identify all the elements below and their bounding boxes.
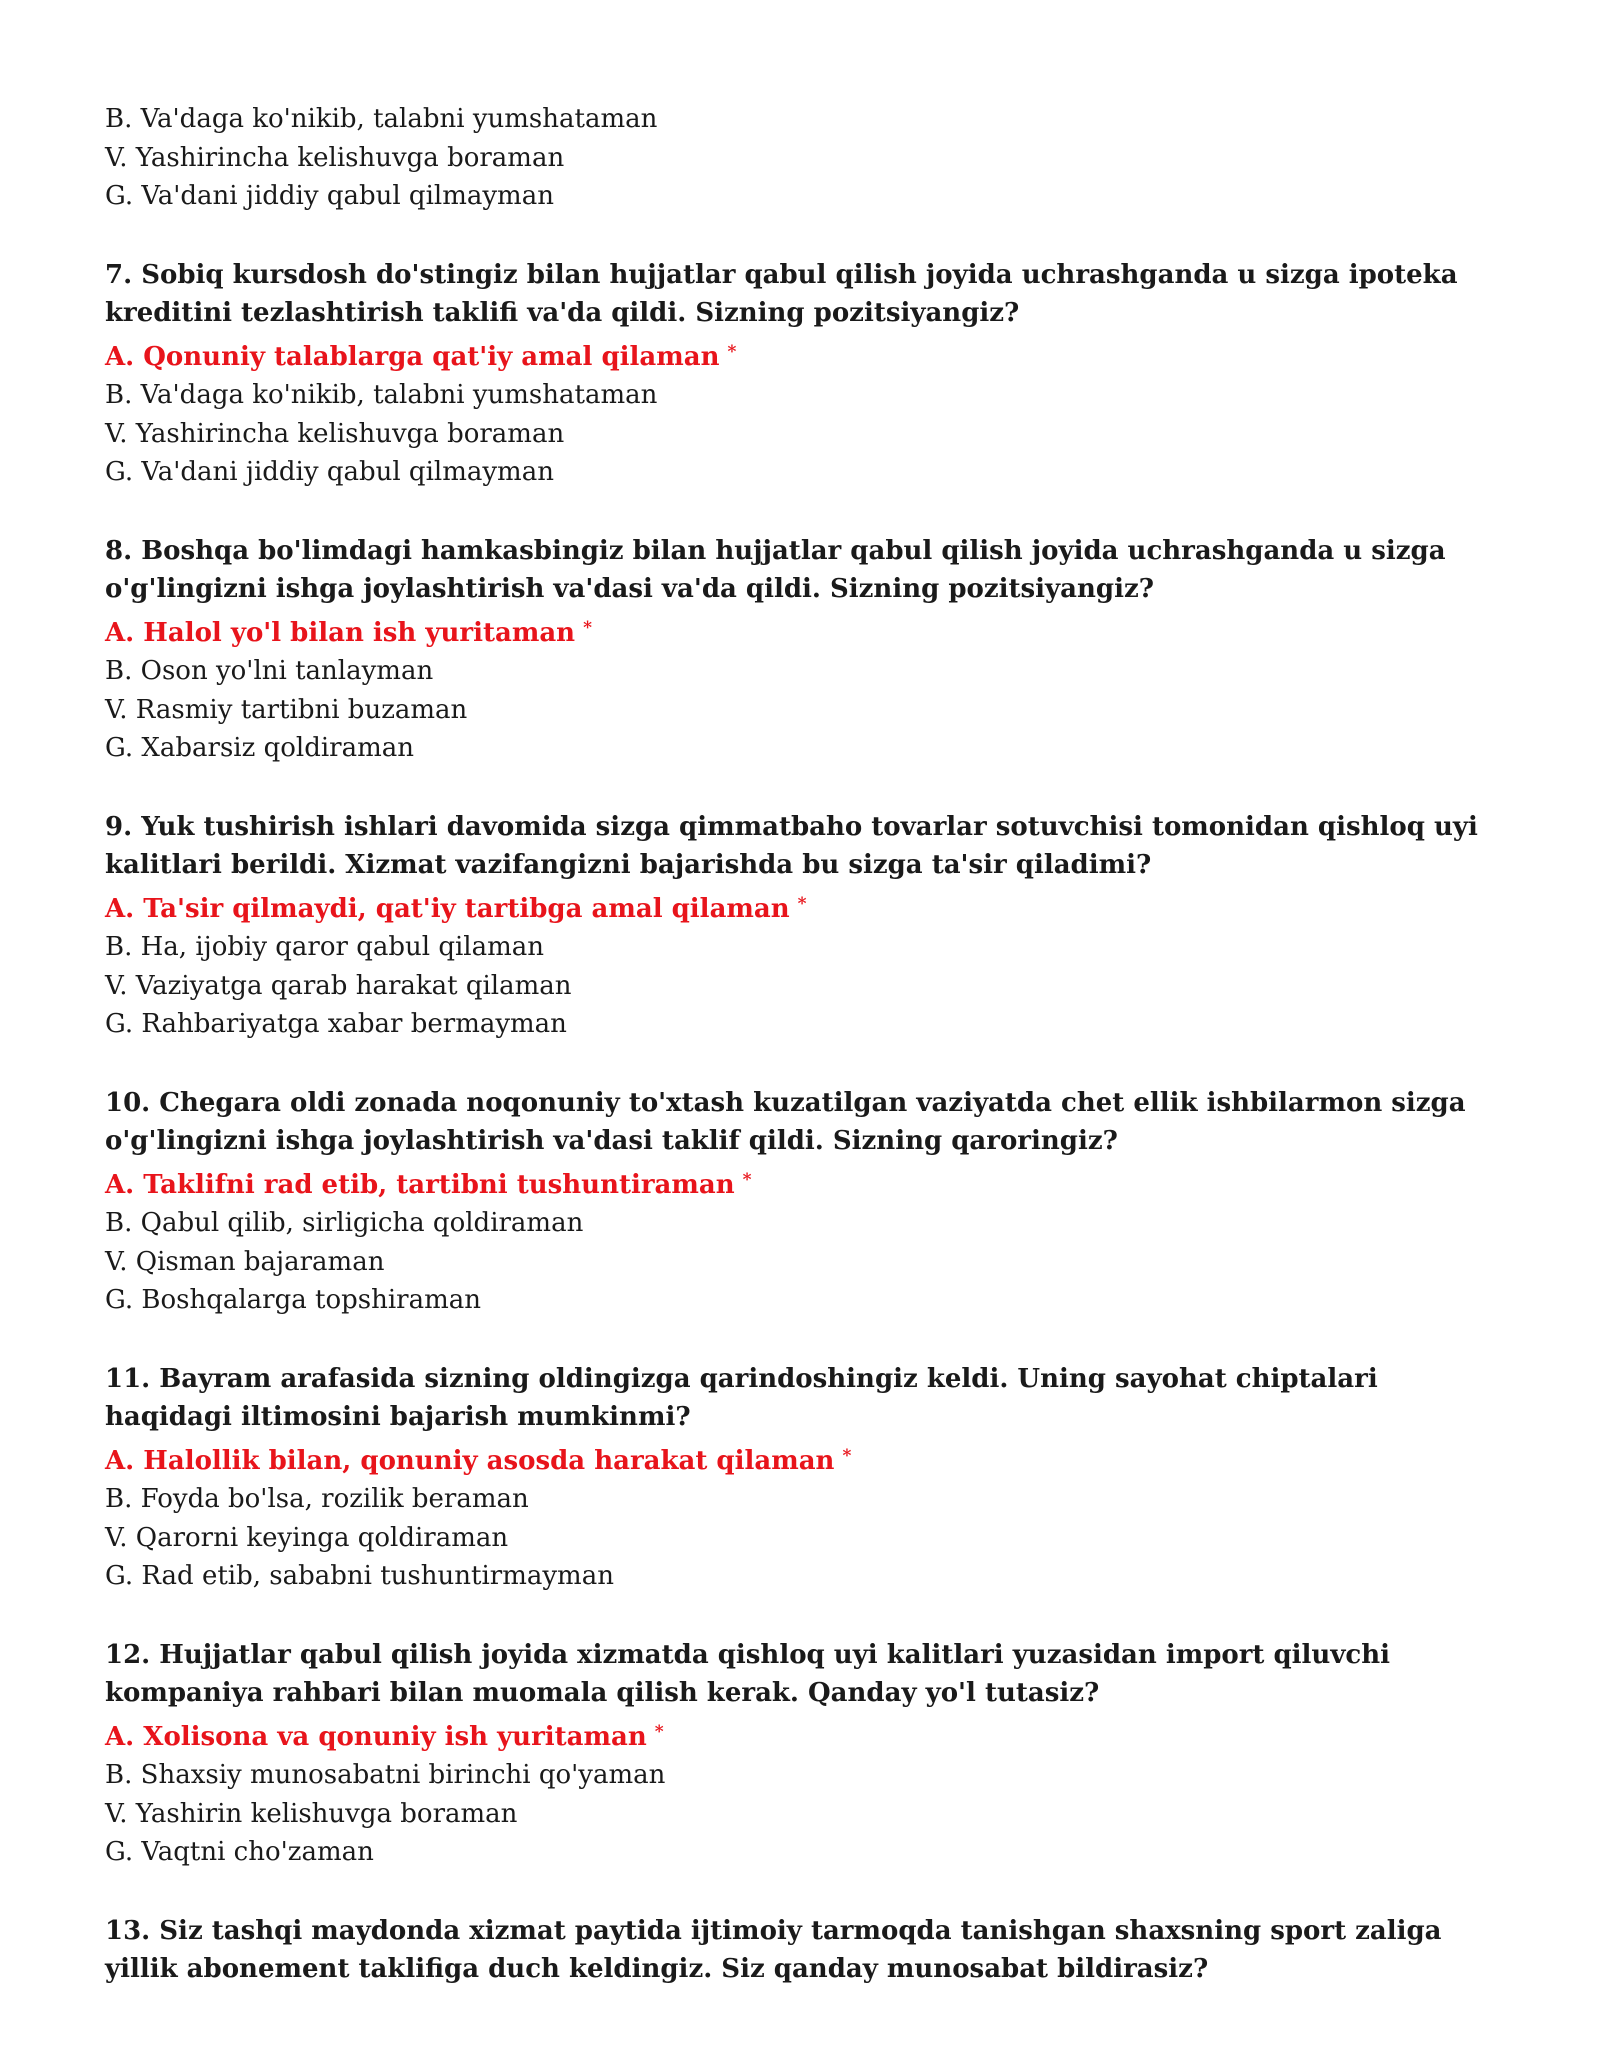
option-a-correct [105,1437,1505,1481]
option-g: G. Va'dani jiddiy qabul qilmayman [105,457,554,487]
question-text: 10. Chegara oldi zonada noqonuniy to'xtash kuzatilgan vaziyatda chet ellik ishbilarmon sizga o'g'lingizni ishga joylashtirish va'dasi taklif qildi. Sizning qaroringiz? [105,1087,1466,1156]
question-text: 13. Siz tashqi maydonda xizmat paytida ijtimoiy tarmoqda tanishgan shaxsning sport zaliga yillik abonement taklifiga duch keldingiz. Siz qanday munosabat bildirasiz? [105,1915,1442,1984]
option-b: B. Qabul qilib, sirligicha qoldiraman [105,1208,584,1238]
option-a-correct [105,1161,1505,1205]
correct-answer-text: A. Halol yo'l bilan ish yuritaman [105,617,576,648]
option-g: G. Rad etib, sababni tushuntirmayman [105,1561,614,1591]
question-text: 9. Yuk tushirish ishlari davomida sizga qimmatbaho tovarlar sotuvchisi tomonidan qishloq uyi kalitlari berildi. Xizmat vazifangizni bajarishda bu sizga ta'sir qiladimi? [105,811,1478,880]
correct-answer-text: A. Ta'sir qilmaydi, qat'iy tartibga amal qilaman [105,893,790,924]
option-v: V. Qisman bajaraman [105,1246,385,1277]
question-text: 12. Hujjatlar qabul qilish joyida xizmatda qishloq uyi kalitlari yuzasidan import qiluvchi kompaniya rahbari bilan muomala qilish kerak. Qanday yo'l tutasiz? [105,1639,1391,1708]
question-block-11 [105,1360,1505,1596]
option-a-correct [105,333,1505,377]
correct-marker: * [654,1721,664,1742]
question-text: 11. Bayram arafasida sizning oldingizga qarindoshingiz keldi. Uning sayohat chiptalari haqidagi iltimosini bajarish mumkinmi? [105,1363,1378,1432]
question-block-13 [105,1912,1505,1989]
question-text: 7. Sobiq kursdosh do'stingiz bilan hujjatlar qabul qilish joyida uchrashganda u sizga ipoteka kreditini tezlashtirish taklifi va'da qildi. Sizning pozitsiyangiz? [105,259,1458,328]
option-a-correct [105,885,1505,929]
option-g: G. Boshqalarga topshiraman [105,1285,481,1315]
correct-answer-text: A. Halollik bilan, qonuniy asosda harakat qilaman [105,1445,835,1476]
question-text: 8. Boshqa bo'limdagi hamkasbingiz bilan hujjatlar qabul qilish joyida uchrashganda u sizga o'g'lingizni ishga joylashtirish va'dasi va'da qildi. Sizning pozitsiyangiz? [105,535,1446,604]
option-b: B. Va'daga ko'nikib, talabni yumshataman [105,104,658,134]
option-g: G. Xabarsiz qoldiraman [105,733,414,763]
option-a-correct [105,1713,1505,1757]
option-v: V. Yashirin kelishuvga boraman [105,1798,518,1829]
option-v: V. Rasmiy tartibni buzaman [105,694,468,725]
option-v: V. Vaziyatga qarab harakat qilaman [105,970,572,1001]
correct-marker: * [727,341,737,362]
option-a-correct [105,609,1505,653]
correct-marker: * [742,1169,752,1190]
correct-answer-text: A. Xolisona va qonuniy ish yuritaman [105,1721,647,1752]
correct-answer-text: A. Taklifni rad etib, tartibni tushuntiraman [105,1169,735,1200]
option-b: B. Shaxsiy munosabatni birinchi qo'yaman [105,1760,666,1790]
option-b: B. Foyda bo'lsa, rozilik beraman [105,1484,529,1514]
option-g: G. Rahbariyatga xabar bermayman [105,1009,567,1039]
correct-marker: * [842,1445,852,1466]
document-page [105,100,1505,1989]
option-b: B. Ha, ijobiy qaror qabul qilaman [105,932,544,962]
correct-answer-text: A. Qonuniy talablarga qat'iy amal qilaman [105,341,720,372]
question-block-9 [105,808,1505,1044]
option-v: V. Yashirincha kelishuvga boraman [105,142,565,173]
question-block-12 [105,1636,1505,1872]
question-block-8 [105,532,1505,768]
option-v: V. Yashirincha kelishuvga boraman [105,418,565,449]
option-g: G. Va'dani jiddiy qabul qilmayman [105,181,554,211]
option-b: B. Oson yo'lni tanlayman [105,656,434,686]
correct-marker: * [797,893,807,914]
option-v: V. Qarorni keyinga qoldiraman [105,1522,509,1553]
option-b: B. Va'daga ko'nikib, talabni yumshataman [105,380,658,410]
question-block-10 [105,1084,1505,1320]
previous-question-options [105,100,1505,216]
option-g: G. Vaqtni cho'zaman [105,1837,374,1867]
correct-marker: * [583,617,592,638]
question-block-7 [105,256,1505,492]
